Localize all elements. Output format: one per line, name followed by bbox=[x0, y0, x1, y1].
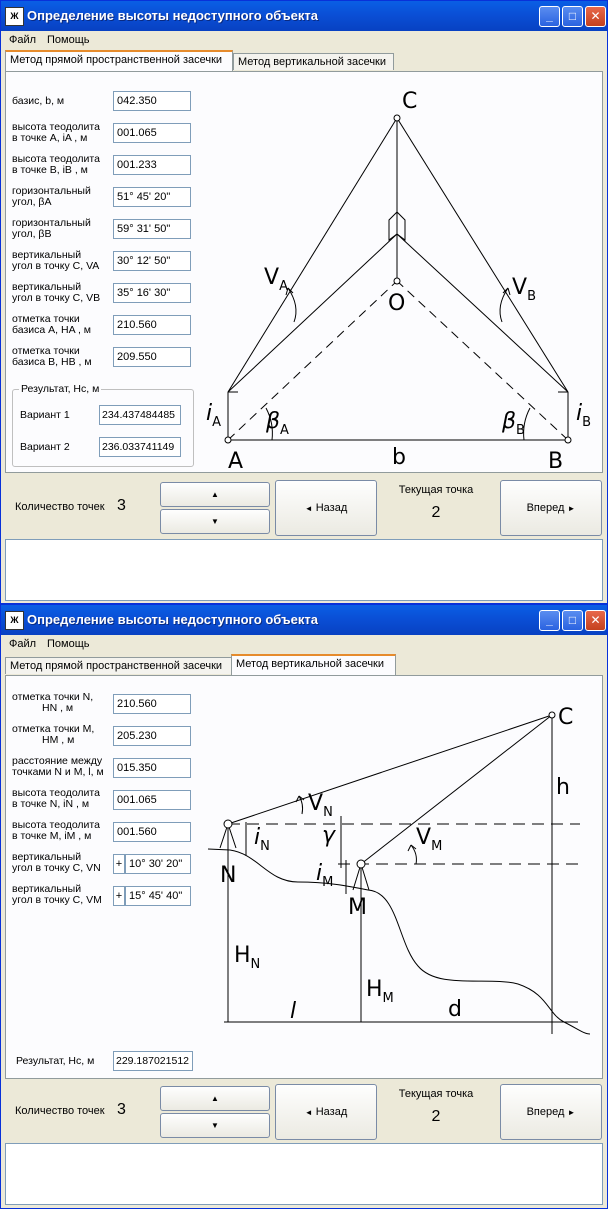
label-b-point: B bbox=[548, 449, 564, 472]
label-ib: $i_B$ bbox=[576, 401, 592, 430]
close-button[interactable]: ✕ bbox=[585, 6, 606, 27]
label-l: l bbox=[290, 999, 297, 1024]
line-b-to-peak bbox=[397, 234, 568, 392]
line-n-to-c bbox=[228, 715, 552, 824]
variant1-label: Вариант 1 bbox=[20, 409, 70, 421]
label-height-m: высота теодолита в точке M, iM , м bbox=[12, 819, 100, 842]
main-window-2 bbox=[0, 604, 608, 1209]
label-vertical-angle-m: вертикальный угол в точку C, VM bbox=[12, 883, 102, 906]
menu-file[interactable]: Файл bbox=[9, 638, 37, 650]
bottom-panel bbox=[5, 1082, 603, 1142]
variant1-value[interactable]: 234.437484485 bbox=[99, 405, 181, 425]
label-horizontal-angle-b: горизонтальный угол, βB bbox=[12, 217, 91, 240]
maximize-button[interactable]: □ bbox=[562, 610, 583, 631]
title-bar[interactable] bbox=[1, 605, 607, 635]
point-count-value: 3 bbox=[117, 497, 126, 514]
label-n: N bbox=[220, 863, 237, 888]
line-a-to-peak bbox=[228, 234, 397, 392]
result-value[interactable]: 229.187021512 bbox=[113, 1051, 193, 1071]
label-b-basis: b bbox=[392, 445, 406, 470]
tab-spatial-intersection[interactable]: Метод прямой пространственной засечки bbox=[5, 50, 233, 71]
spatial-intersection-diagram bbox=[202, 78, 598, 472]
vertical-angle-m-sign[interactable]: + bbox=[113, 886, 125, 906]
point-m bbox=[357, 860, 365, 868]
vertical-angle-a-input[interactable]: 30° 12' 50" bbox=[113, 251, 191, 271]
label-beta-b: $\beta_B$ bbox=[502, 409, 525, 438]
minimize-button[interactable]: _ bbox=[539, 6, 560, 27]
label-ia: $i_A$ bbox=[206, 401, 222, 430]
dashed-a-to-o bbox=[228, 281, 397, 440]
label-va: $V_A$ bbox=[264, 265, 288, 294]
window-title: Определение высоты недоступного объекта bbox=[27, 612, 318, 627]
point-count-label: Количество точек bbox=[15, 501, 105, 513]
result-label: Результат, Hc, м bbox=[16, 1055, 95, 1067]
label-vertical-angle-a: вертикальный угол в точку C, VA bbox=[12, 249, 100, 272]
count-down-button[interactable] bbox=[160, 1113, 270, 1138]
label-hm: $H_M$ bbox=[366, 977, 394, 1006]
label-vm: $V_M$ bbox=[416, 825, 443, 854]
point-b bbox=[565, 437, 571, 443]
count-down-button[interactable] bbox=[160, 509, 270, 534]
forward-button[interactable] bbox=[500, 1084, 602, 1140]
elevation-a-input[interactable]: 210.560 bbox=[113, 315, 191, 335]
label-elevation-m: отметка точки M, HM , м bbox=[12, 723, 95, 746]
menu-help[interactable]: Помощь bbox=[47, 638, 90, 650]
count-up-button[interactable] bbox=[160, 1086, 270, 1111]
variant2-label: Вариант 2 bbox=[20, 441, 70, 453]
triangle-up-icon: ▲ bbox=[211, 490, 219, 499]
line-m-to-c bbox=[361, 715, 552, 864]
bottom-panel bbox=[5, 478, 603, 538]
forward-button[interactable] bbox=[500, 480, 602, 536]
vertical-angle-n-sign[interactable]: + bbox=[113, 854, 125, 874]
basis-input[interactable]: 042.350 bbox=[113, 91, 191, 111]
back-button[interactable] bbox=[275, 480, 377, 536]
window-title: Определение высоты недоступного объекта bbox=[27, 8, 318, 23]
label-vn: $V_N$ bbox=[308, 791, 333, 820]
point-a bbox=[225, 437, 231, 443]
label-im: $i_M$ bbox=[316, 861, 334, 890]
status-area[interactable] bbox=[5, 539, 603, 601]
triangle-up-icon: ▲ bbox=[211, 1094, 219, 1103]
tab-vertical-intersection[interactable]: Метод вертикальной засечки bbox=[231, 654, 396, 675]
label-c: C bbox=[558, 705, 574, 730]
menu-file[interactable]: Файл bbox=[9, 34, 37, 46]
forward-label: Вперед bbox=[526, 502, 565, 514]
back-label: Назад bbox=[315, 502, 348, 514]
label-h: h bbox=[556, 775, 570, 800]
triangle-left-icon: ◄ bbox=[304, 504, 313, 513]
arrow-vm bbox=[408, 845, 416, 851]
maximize-button[interactable]: □ bbox=[562, 6, 583, 27]
current-point-label: Текущая точка bbox=[398, 484, 474, 496]
label-in: $i_N$ bbox=[254, 825, 270, 854]
vertical-angle-b-input[interactable]: 35° 16' 30" bbox=[113, 283, 191, 303]
label-beta-a: $\beta_A$ bbox=[266, 409, 289, 438]
main-window-1 bbox=[0, 0, 608, 604]
horizontal-angle-b-input[interactable]: 59° 31' 50" bbox=[113, 219, 191, 239]
menu-bar bbox=[1, 31, 607, 49]
label-gamma: γ bbox=[322, 823, 336, 848]
elevation-n-input[interactable]: 210.560 bbox=[113, 694, 191, 714]
label-distance-nm: расстояние между точками N и M, l, м bbox=[12, 755, 104, 778]
triangle-right-icon: ► bbox=[567, 1108, 576, 1117]
terrain-profile bbox=[208, 849, 590, 1034]
label-vb: $V_B$ bbox=[512, 275, 536, 304]
app-icon[interactable]: Ж bbox=[5, 611, 24, 630]
back-button[interactable] bbox=[275, 1084, 377, 1140]
tab-spatial-intersection[interactable]: Метод прямой пространственной засечки bbox=[5, 657, 233, 674]
label-elevation-a: отметка точки базиса A, HA , м bbox=[12, 313, 91, 336]
label-m: M bbox=[348, 895, 367, 920]
status-area[interactable] bbox=[5, 1143, 603, 1205]
point-c bbox=[549, 712, 555, 718]
menu-bar bbox=[1, 635, 607, 653]
triangle-down-icon: ▼ bbox=[211, 1121, 219, 1130]
triangle-left-icon: ◄ bbox=[304, 1108, 313, 1117]
horizontal-angle-a-input[interactable]: 51° 45' 20" bbox=[113, 187, 191, 207]
label-basis: базис, b, м bbox=[12, 95, 65, 107]
elevation-b-input[interactable]: 209.550 bbox=[113, 347, 191, 367]
point-c bbox=[394, 115, 400, 121]
label-elevation-n: отметка точки N, HN , м bbox=[12, 691, 94, 714]
label-horizontal-angle-a: горизонтальный угол, βA bbox=[12, 185, 91, 208]
close-button[interactable]: ✕ bbox=[585, 610, 606, 631]
label-height-a: высота теодолита в точке A, iA , м bbox=[12, 121, 100, 144]
dashed-b-to-o bbox=[397, 281, 568, 440]
line-b-to-c bbox=[397, 118, 568, 392]
app-icon[interactable]: Ж bbox=[5, 7, 24, 26]
title-bar[interactable] bbox=[1, 1, 607, 31]
vertical-angle-n-input[interactable]: 10° 30' 20" bbox=[125, 854, 191, 874]
current-point-value: 2 bbox=[431, 1108, 441, 1125]
label-a: A bbox=[228, 449, 244, 472]
line-a-to-c bbox=[228, 118, 397, 392]
count-up-button[interactable] bbox=[160, 482, 270, 507]
vertical-intersection-diagram bbox=[198, 704, 600, 1048]
tab-vertical-intersection[interactable]: Метод вертикальной засечки bbox=[233, 53, 394, 70]
label-o: O bbox=[388, 291, 406, 316]
label-d: d bbox=[448, 997, 462, 1022]
tab-page-spatial bbox=[5, 71, 603, 473]
height-b-input[interactable]: 001.233 bbox=[113, 155, 191, 175]
label-vertical-angle-b: вертикальный угол в точку C, VB bbox=[12, 281, 101, 304]
label-height-b: высота теодолита в точке B, iB , м bbox=[12, 153, 100, 176]
current-point-label: Текущая точка bbox=[398, 1088, 474, 1100]
tab-page-vertical bbox=[5, 675, 603, 1079]
distance-nm-input[interactable]: 015.350 bbox=[113, 758, 191, 778]
label-vertical-angle-n: вертикальный угол в точку C, VN bbox=[12, 851, 101, 874]
triangle-right-icon: ► bbox=[567, 504, 576, 513]
height-n-input[interactable]: 001.065 bbox=[113, 790, 191, 810]
result-title: Результат, Hc, м bbox=[21, 383, 100, 395]
elevation-m-input[interactable]: 205.230 bbox=[113, 726, 191, 746]
triangle-down-icon: ▼ bbox=[211, 517, 219, 526]
menu-help[interactable]: Помощь bbox=[47, 34, 90, 46]
point-n bbox=[224, 820, 232, 828]
height-a-input[interactable]: 001.065 bbox=[113, 123, 191, 143]
vertical-angle-m-input[interactable]: 15° 45' 40" bbox=[125, 886, 191, 906]
label-elevation-b: отметка точки базиса B, HB , м bbox=[12, 345, 92, 368]
point-o bbox=[394, 278, 400, 284]
variant2-value[interactable]: 236.033741149 bbox=[99, 437, 181, 457]
back-label: Назад bbox=[315, 1106, 348, 1118]
label-c: C bbox=[402, 89, 418, 114]
point-count-label: Количество точек bbox=[15, 1105, 105, 1117]
label-height-n: высота теодолита в точке N, iN , м bbox=[12, 787, 100, 810]
height-m-input[interactable]: 001.560 bbox=[113, 822, 191, 842]
label-hn: $H_N$ bbox=[234, 943, 261, 972]
forward-label: Вперед bbox=[526, 1106, 565, 1118]
current-point-value: 2 bbox=[431, 504, 441, 521]
minimize-button[interactable]: _ bbox=[539, 610, 560, 631]
result-groupbox bbox=[12, 383, 194, 467]
point-count-value: 3 bbox=[117, 1101, 126, 1118]
